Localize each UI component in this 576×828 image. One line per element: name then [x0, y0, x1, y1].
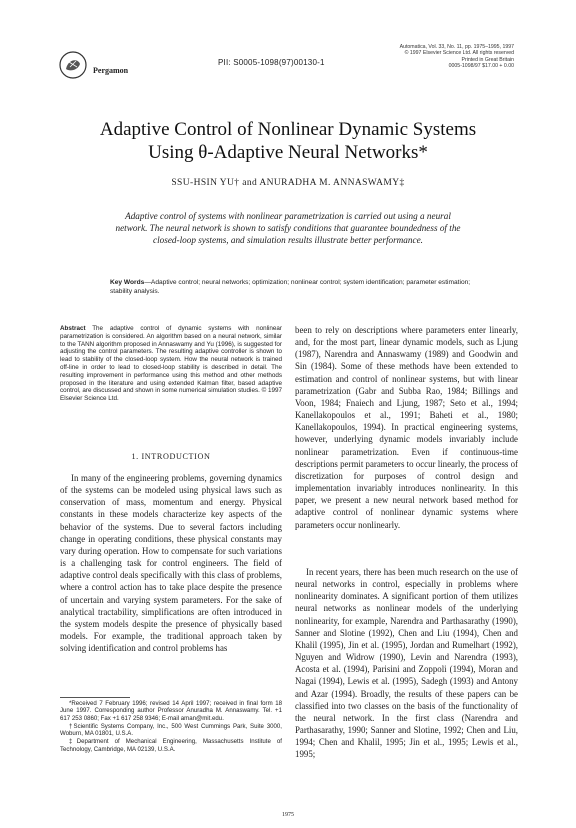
body-paragraph: In many of the engineering problems, governing dynamics of the systems can be modeled using physical laws such as conservation of mass, momentum and energy. Physical constants in these models characterize key aspects of the behavior of the systems. Due to several factors including change in operating conditions, these physical constants may vary during operation. How to compensate for such variations is a challenging task for control engineers. The field of adaptive control deals specifically with this class of problems, where a control action has to take place despite the presence of uncertain and varying system parameters. For the sake of analytical tractability, simplifications are often introduced in the system models despite the presence of physically based models. For example, the traditional approach taken by solving identification and control problems has: [60, 473, 282, 654]
journal-line: Printed in Great Britain: [461, 56, 514, 63]
keywords-label: Key Words: [110, 279, 145, 286]
page-number: 1975: [282, 812, 294, 818]
author-list: SSU-HSIN YU† and ANURADHA M. ANNASWAMY‡: [171, 178, 405, 188]
title-line: Using θ-Adaptive Neural Networks*: [148, 142, 428, 163]
keywords-text: —Adaptive control; neural networks; optimization; nonlinear control; system identification; parameter estimation; stability analysis.: [110, 279, 471, 295]
body-paragraph: In recent years, there has been much research on the use of neural networks in control, especially in problems where nonlinearity dominates. A significant portion of them utilizes neural networks as nonlinear models of the underlying nonlinearity, for example, Narendra and Parthasarathy (1990), Sanner and Slotine (1992), Chen and Liu (1994), Chen and Khalil (1995), Jin et al. (1995), Jordan and Rumelhart (1992), Nguyen and Widrow (1990), Levin and Narendra (1993), Acosta et al. (1994), Parisini and Zoppoli (1994), Moran and Nagai (1994), Lewis et al. (1995), Sadegh (1993) and Antony and Azar (1994). Broadly, the results of these papers can be classified into two classes on the basis of the functionality of the neural network. In the first class (Narendra and Parthasarathy, 1990; Sanner and Slotine, 1992; Chen and Liu, 1994; Chen and Khalil, 1995; Jin et al., 1995; Lewis et al., 1995;: [295, 567, 518, 760]
footnote-rule: [60, 697, 130, 698]
pii-code: PII: S0005-1098(97)00130-1: [218, 58, 325, 67]
keywords: [110, 279, 480, 296]
journal-citation: [384, 44, 514, 70]
section-heading: 1. INTRODUCTION: [131, 452, 211, 461]
abstract-text: The adaptive control of dynamic systems with nonlinear parametrization is considered. An algorithm based on a neural network, similar to the TANN algorithm proposed in Annaswamy and Yu (1996), is suggested for adjusting the control parameters. The resulting adaptive controller is shown to lead to stability of the closed-loop system. How the neural network is trained off-line in order to lead to closed-loop stability is described in detail. The resulting improvement in performance using this method and other methods proposed in the literature and using extended Kalman filter, based adaptive control, are discussed and shown in some numerical simulation studies. © 1997 Elsevier Science Ltd.: [60, 325, 282, 403]
summary-text: Adaptive control of systems with nonlinear parametrization is carried out using a neural network. The neural network is shown to satisfy conditions that guarantee boundedness of the closed-loop systems, and simulation results illustrate better performance.: [115, 211, 461, 246]
publisher-name: Pergamon: [93, 66, 129, 75]
footnote: *Received 7 February 1996; revised 14 April 1997; received in final form 18 June 1997. Corresponding author Professor Anuradha M. Annaswamy. Tel. +1 617 253 0860; Fax +1 617 258 9346; E-mail aman@mit.edu.: [60, 700, 282, 722]
footnote: ‡Department of Mechanical Engineering, Massachusetts Institute of Technology, Cambridge, MA 02139, U.S.A.: [60, 738, 282, 753]
journal-line: 0005-1098/97 $17.00 + 0.00: [448, 63, 514, 70]
publisher-logo: [58, 50, 88, 80]
journal-line: © 1997 Elsevier Science Ltd. All rights reserved: [404, 50, 514, 57]
abstract: [60, 325, 282, 403]
body-paragraph: been to rely on descriptions where parameters enter linearly, and, for the most part, linear dynamic models, such as Ljung (1987), Narendra and Annaswamy (1989) and Goodwin and Sin (1984). Some of these methods have been extended to estimation and control of nonlinear systems, but with linear parametrization (Gabr and Subba Rao, 1984; Billings and Voon, 1984; Fnaiech and Ljung, 1987; Seto et al., 1994; Kanellakopoulos et al., 1991; Baheti et al., 1980; Kanellakopoulos, 1994). In practical engineering systems, however, underlying dynamic models invariably include nonlinear parametrization. Even if continuous-time descriptions permit parameters to occur linearly, the process of discretization for purposes of control design and implementation invariably introduces nonlinearity. In this paper, we present a new neural network based method for adaptive control of nonlinear dynamic systems where parameters occur nonlinearly.: [295, 325, 518, 530]
title-line: Adaptive Control of Nonlinear Dynamic Systems: [99, 119, 477, 140]
journal-line: Automatica, Vol. 33, No. 11, pp. 1975–1995, 1997: [399, 44, 514, 50]
footnotes: [60, 700, 282, 754]
footnote: †Scientific Systems Company, Inc., 500 West Cummings Park, Suite 3000, Woburn, MA 01801, U.S.A.: [60, 722, 282, 738]
abstract-label: Abstract: [60, 325, 86, 332]
paper-title: [0, 118, 576, 164]
